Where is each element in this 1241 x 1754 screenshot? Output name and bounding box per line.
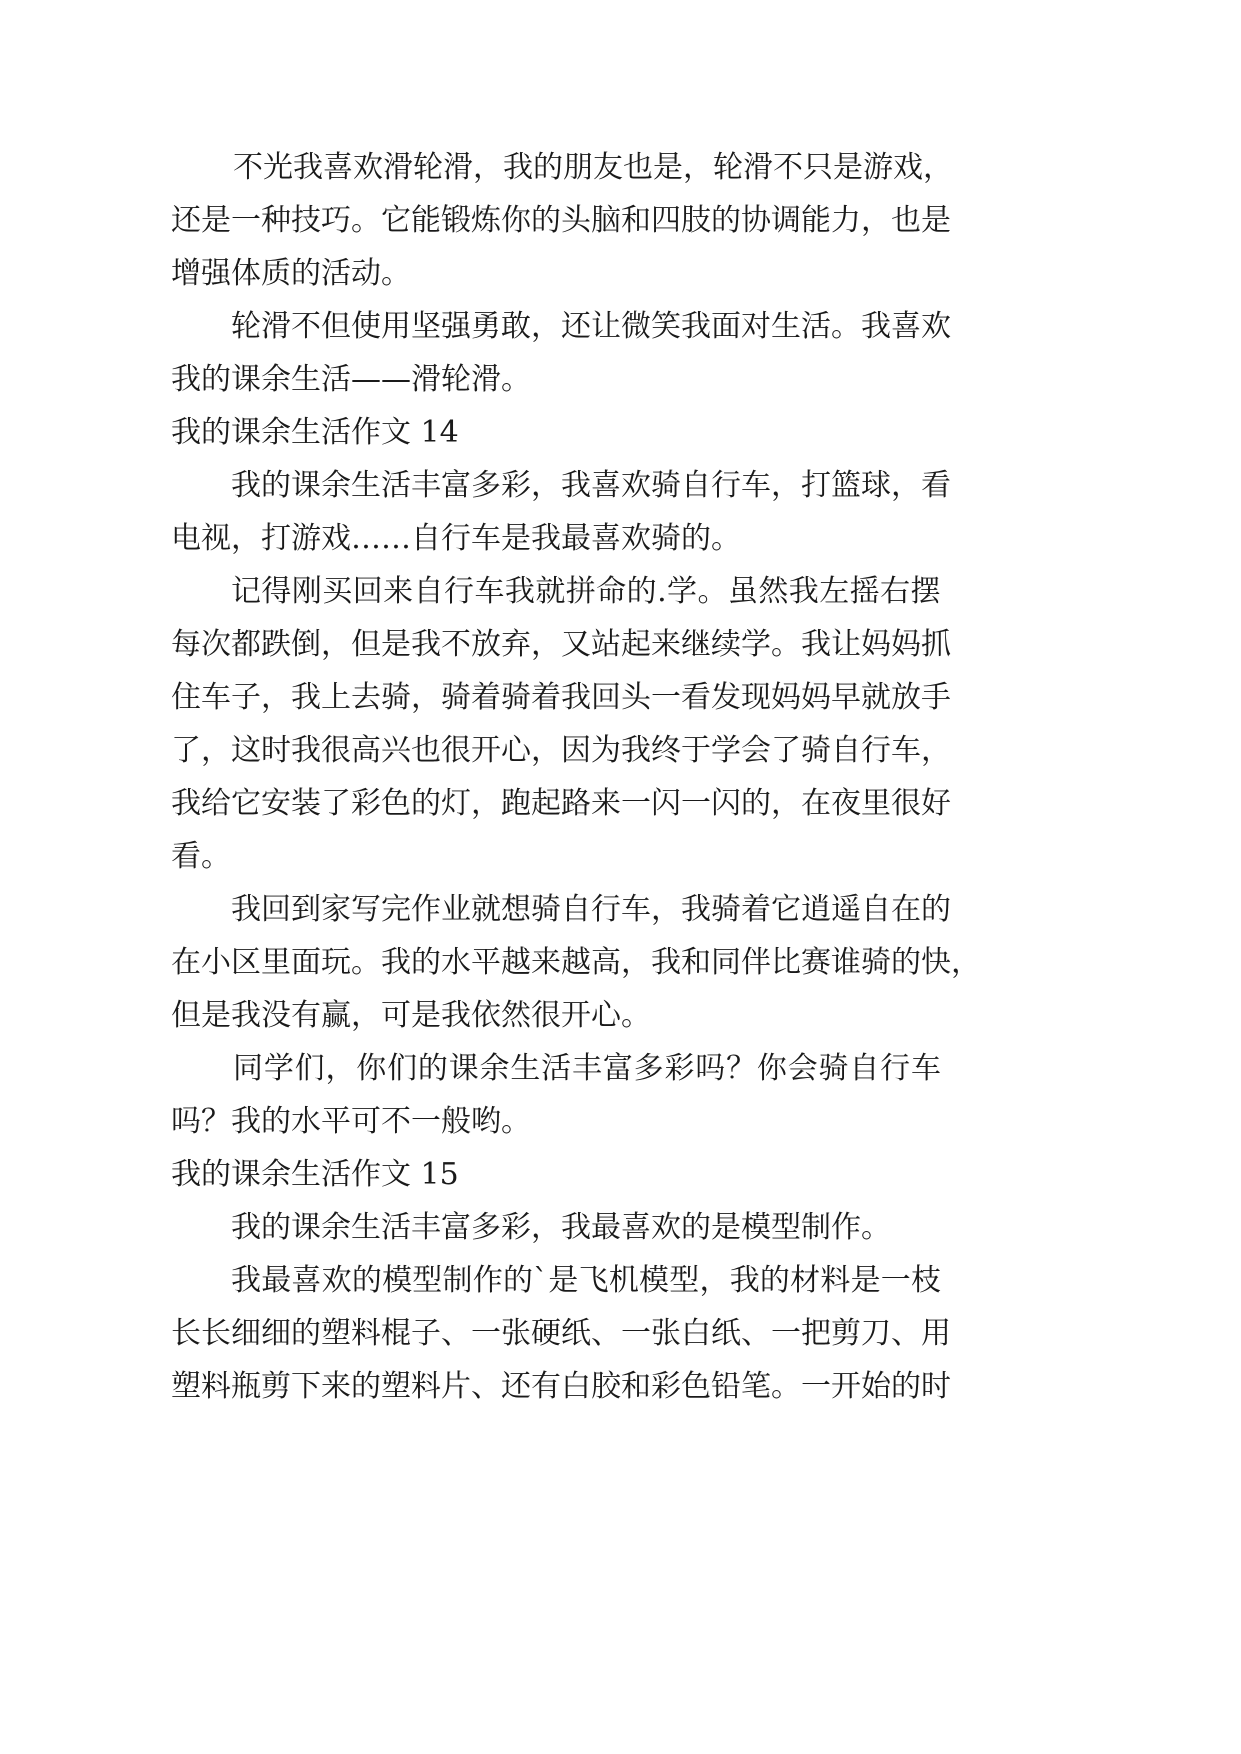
text-line: 我最喜欢的模型制作的`是飞机模型，我的材料是一枝 [231,1263,942,1298]
text-line: 吗？我的水平可不一般哟。 [171,1104,531,1139]
text-line: 还是一种技巧。它能锻炼你的头脑和四肢的协调能力，也是 [171,203,951,238]
section-heading: 我的课余生活作文 14 [171,415,459,450]
text-line: 电视，打游戏……自行车是我最喜欢骑的。 [171,521,741,556]
text-line: 住车子，我上去骑，骑着骑着我回头一看发现妈妈早就放手 [171,680,951,715]
text-line: 增强体质的活动。 [171,256,411,291]
text-line: 我给它安装了彩色的灯，跑起路来一闪一闪的，在夜里很好 [171,786,951,821]
text-line: 同学们，你们的课余生活丰富多彩吗？你会骑自行车 [233,1051,942,1086]
text-line: 每次都跌倒，但是我不放弃，又站起来继续学。我让妈妈抓 [171,627,951,662]
text-line: 长长细细的塑料棍子、一张硬纸、一张白纸、一把剪刀、用 [171,1316,951,1351]
text-line: 在小区里面玩。我的水平越来越高，我和同伴比赛谁骑的快， [171,945,981,980]
text-line: 我的课余生活——滑轮滑。 [171,362,531,397]
text-line: 记得刚买回来自行车我就拼命的.学。虽然我左摇右摆 [231,574,941,609]
section-heading: 我的课余生活作文 15 [171,1157,459,1192]
text-line: 塑料瓶剪下来的塑料片、还有白胶和彩色铅笔。一开始的时 [171,1369,951,1404]
text-line: 但是我没有赢，可是我依然很开心。 [171,998,651,1033]
text-line: 我回到家写完作业就想骑自行车，我骑着它逍遥自在的 [231,892,951,927]
text-line: 我的课余生活丰富多彩，我喜欢骑自行车，打篮球，看 [231,468,951,503]
text-line: 看。 [171,839,231,874]
text-line: 了，这时我很高兴也很开心，因为我终于学会了骑自行车， [171,733,951,768]
text-line: 不光我喜欢滑轮滑，我的朋友也是，轮滑不只是游戏， [233,150,953,185]
text-line: 我的课余生活丰富多彩，我最喜欢的是模型制作。 [231,1210,891,1245]
text-line: 轮滑不但使用坚强勇敢，还让微笑我面对生活。我喜欢 [231,309,951,344]
